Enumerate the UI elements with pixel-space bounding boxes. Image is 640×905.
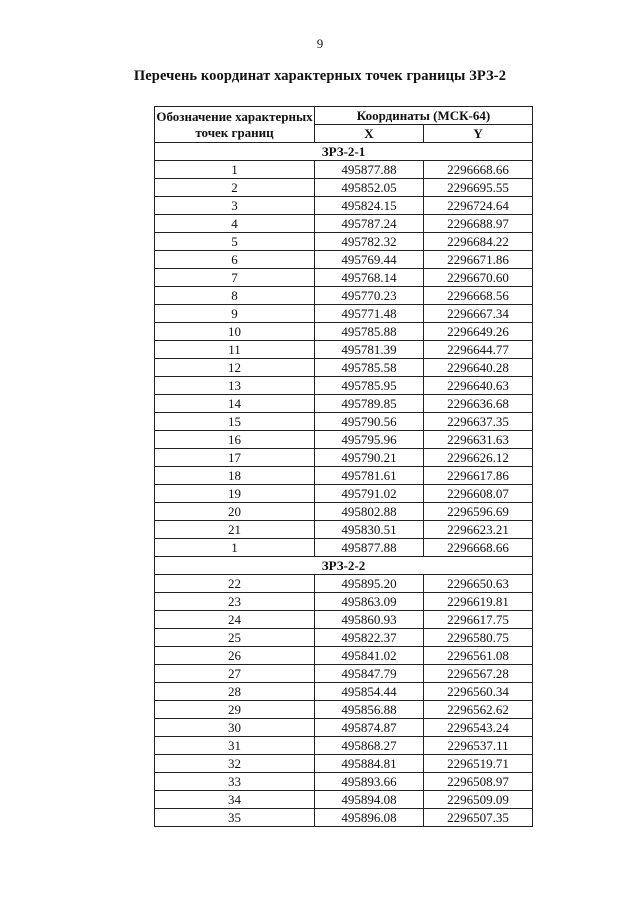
table-row bbox=[155, 719, 533, 737]
y-coordinate-cell: 2296684.22 bbox=[424, 233, 533, 251]
point-number-cell: 33 bbox=[155, 773, 315, 791]
y-coordinate-cell: 2296508.97 bbox=[424, 773, 533, 791]
table-row bbox=[155, 305, 533, 323]
section-row bbox=[155, 143, 533, 161]
x-coordinate-cell: 495847.79 bbox=[315, 665, 424, 683]
x-coordinate-cell: 495768.14 bbox=[315, 269, 424, 287]
x-coordinate-cell: 495769.44 bbox=[315, 251, 424, 269]
table-body bbox=[155, 143, 533, 827]
x-coordinate-cell: 495896.08 bbox=[315, 809, 424, 827]
table-row bbox=[155, 323, 533, 341]
y-coordinate-cell: 2296670.60 bbox=[424, 269, 533, 287]
x-coordinate-cell: 495877.88 bbox=[315, 161, 424, 179]
section-row bbox=[155, 557, 533, 575]
y-coordinate-cell: 2296507.35 bbox=[424, 809, 533, 827]
x-coordinate-cell: 495770.23 bbox=[315, 287, 424, 305]
point-number-cell: 7 bbox=[155, 269, 315, 287]
y-coordinate-cell: 2296562.62 bbox=[424, 701, 533, 719]
x-coordinate-cell: 495856.88 bbox=[315, 701, 424, 719]
y-coordinate-cell: 2296580.75 bbox=[424, 629, 533, 647]
point-number-cell: 1 bbox=[155, 539, 315, 557]
y-coordinate-cell: 2296561.08 bbox=[424, 647, 533, 665]
x-coordinate-cell: 495860.93 bbox=[315, 611, 424, 629]
y-coordinate-cell: 2296617.86 bbox=[424, 467, 533, 485]
x-column-header: X bbox=[315, 125, 424, 143]
table-row bbox=[155, 629, 533, 647]
x-coordinate-cell: 495830.51 bbox=[315, 521, 424, 539]
x-coordinate-cell: 495785.95 bbox=[315, 377, 424, 395]
table-row bbox=[155, 467, 533, 485]
coordinates-header: Координаты (МСК-64) bbox=[315, 107, 533, 125]
table-row bbox=[155, 161, 533, 179]
table-row bbox=[155, 647, 533, 665]
table-row bbox=[155, 413, 533, 431]
point-number-cell: 4 bbox=[155, 215, 315, 233]
table-row bbox=[155, 485, 533, 503]
table-row bbox=[155, 809, 533, 827]
x-coordinate-cell: 495854.44 bbox=[315, 683, 424, 701]
point-number-cell: 34 bbox=[155, 791, 315, 809]
y-coordinate-cell: 2296644.77 bbox=[424, 341, 533, 359]
x-coordinate-cell: 495852.05 bbox=[315, 179, 424, 197]
x-coordinate-cell: 495791.02 bbox=[315, 485, 424, 503]
y-coordinate-cell: 2296623.21 bbox=[424, 521, 533, 539]
point-number-cell: 17 bbox=[155, 449, 315, 467]
table-row bbox=[155, 269, 533, 287]
table-row bbox=[155, 431, 533, 449]
document-title: Перечень координат характерных точек границы ЗРЗ-2 bbox=[133, 68, 507, 84]
point-number-cell: 27 bbox=[155, 665, 315, 683]
table-row bbox=[155, 197, 533, 215]
table-row bbox=[155, 611, 533, 629]
y-coordinate-cell: 2296537.11 bbox=[424, 737, 533, 755]
table-row bbox=[155, 395, 533, 413]
table-row bbox=[155, 593, 533, 611]
point-number-cell: 18 bbox=[155, 467, 315, 485]
x-coordinate-cell: 495822.37 bbox=[315, 629, 424, 647]
point-number-cell: 13 bbox=[155, 377, 315, 395]
point-number-cell: 14 bbox=[155, 395, 315, 413]
y-coordinate-cell: 2296637.35 bbox=[424, 413, 533, 431]
table-header bbox=[155, 107, 533, 143]
point-number-cell: 22 bbox=[155, 575, 315, 593]
x-coordinate-cell: 495790.56 bbox=[315, 413, 424, 431]
x-coordinate-cell: 495771.48 bbox=[315, 305, 424, 323]
table-row bbox=[155, 359, 533, 377]
point-number-cell: 16 bbox=[155, 431, 315, 449]
y-coordinate-cell: 2296631.63 bbox=[424, 431, 533, 449]
x-coordinate-cell: 495877.88 bbox=[315, 539, 424, 557]
x-coordinate-cell: 495868.27 bbox=[315, 737, 424, 755]
point-number-cell: 28 bbox=[155, 683, 315, 701]
x-coordinate-cell: 495781.39 bbox=[315, 341, 424, 359]
x-coordinate-cell: 495781.61 bbox=[315, 467, 424, 485]
point-number-cell: 12 bbox=[155, 359, 315, 377]
table-row bbox=[155, 503, 533, 521]
point-number-cell: 3 bbox=[155, 197, 315, 215]
table-row bbox=[155, 701, 533, 719]
table-row bbox=[155, 575, 533, 593]
point-number-cell: 29 bbox=[155, 701, 315, 719]
point-number-cell: 11 bbox=[155, 341, 315, 359]
point-number-cell: 23 bbox=[155, 593, 315, 611]
point-number-cell: 6 bbox=[155, 251, 315, 269]
point-number-cell: 26 bbox=[155, 647, 315, 665]
point-number-cell: 20 bbox=[155, 503, 315, 521]
table-row bbox=[155, 233, 533, 251]
point-number-cell: 9 bbox=[155, 305, 315, 323]
table-row bbox=[155, 737, 533, 755]
point-number-cell: 2 bbox=[155, 179, 315, 197]
y-coordinate-cell: 2296695.55 bbox=[424, 179, 533, 197]
y-coordinate-cell: 2296596.69 bbox=[424, 503, 533, 521]
designation-header: Обозначение характерных точек границ bbox=[155, 107, 315, 143]
x-coordinate-cell: 495895.20 bbox=[315, 575, 424, 593]
point-number-cell: 24 bbox=[155, 611, 315, 629]
x-coordinate-cell: 495884.81 bbox=[315, 755, 424, 773]
y-coordinate-cell: 2296650.63 bbox=[424, 575, 533, 593]
y-coordinate-cell: 2296619.81 bbox=[424, 593, 533, 611]
table-row bbox=[155, 251, 533, 269]
point-number-cell: 31 bbox=[155, 737, 315, 755]
y-coordinate-cell: 2296668.66 bbox=[424, 161, 533, 179]
y-coordinate-cell: 2296626.12 bbox=[424, 449, 533, 467]
point-number-cell: 1 bbox=[155, 161, 315, 179]
y-coordinate-cell: 2296519.71 bbox=[424, 755, 533, 773]
y-coordinate-cell: 2296671.86 bbox=[424, 251, 533, 269]
table-row bbox=[155, 791, 533, 809]
section-title: ЗРЗ-2-2 bbox=[155, 557, 533, 575]
y-coordinate-cell: 2296567.28 bbox=[424, 665, 533, 683]
point-number-cell: 15 bbox=[155, 413, 315, 431]
y-coordinate-cell: 2296688.97 bbox=[424, 215, 533, 233]
y-column-header: Y bbox=[424, 125, 533, 143]
x-coordinate-cell: 495790.21 bbox=[315, 449, 424, 467]
x-coordinate-cell: 495841.02 bbox=[315, 647, 424, 665]
table-row bbox=[155, 341, 533, 359]
table-row bbox=[155, 521, 533, 539]
y-coordinate-cell: 2296640.63 bbox=[424, 377, 533, 395]
y-coordinate-cell: 2296636.68 bbox=[424, 395, 533, 413]
point-number-cell: 30 bbox=[155, 719, 315, 737]
y-coordinate-cell: 2296668.56 bbox=[424, 287, 533, 305]
point-number-cell: 5 bbox=[155, 233, 315, 251]
y-coordinate-cell: 2296649.26 bbox=[424, 323, 533, 341]
page-number: 9 bbox=[316, 36, 324, 51]
table-row bbox=[155, 179, 533, 197]
x-coordinate-cell: 495782.32 bbox=[315, 233, 424, 251]
x-coordinate-cell: 495802.88 bbox=[315, 503, 424, 521]
table-row bbox=[155, 377, 533, 395]
point-number-cell: 21 bbox=[155, 521, 315, 539]
x-coordinate-cell: 495894.08 bbox=[315, 791, 424, 809]
y-coordinate-cell: 2296543.24 bbox=[424, 719, 533, 737]
table-row bbox=[155, 287, 533, 305]
table-row bbox=[155, 773, 533, 791]
x-coordinate-cell: 495785.58 bbox=[315, 359, 424, 377]
point-number-cell: 8 bbox=[155, 287, 315, 305]
point-number-cell: 35 bbox=[155, 809, 315, 827]
y-coordinate-cell: 2296617.75 bbox=[424, 611, 533, 629]
y-coordinate-cell: 2296668.66 bbox=[424, 539, 533, 557]
table-row bbox=[155, 449, 533, 467]
y-coordinate-cell: 2296608.07 bbox=[424, 485, 533, 503]
table-row bbox=[155, 539, 533, 557]
x-coordinate-cell: 495893.66 bbox=[315, 773, 424, 791]
y-coordinate-cell: 2296667.34 bbox=[424, 305, 533, 323]
point-number-cell: 19 bbox=[155, 485, 315, 503]
x-coordinate-cell: 495824.15 bbox=[315, 197, 424, 215]
y-coordinate-cell: 2296724.64 bbox=[424, 197, 533, 215]
coordinates-table bbox=[154, 106, 533, 827]
y-coordinate-cell: 2296560.34 bbox=[424, 683, 533, 701]
point-number-cell: 10 bbox=[155, 323, 315, 341]
x-coordinate-cell: 495874.87 bbox=[315, 719, 424, 737]
point-number-cell: 25 bbox=[155, 629, 315, 647]
y-coordinate-cell: 2296640.28 bbox=[424, 359, 533, 377]
section-title: ЗРЗ-2-1 bbox=[155, 143, 533, 161]
x-coordinate-cell: 495785.88 bbox=[315, 323, 424, 341]
x-coordinate-cell: 495789.85 bbox=[315, 395, 424, 413]
table-row bbox=[155, 215, 533, 233]
y-coordinate-cell: 2296509.09 bbox=[424, 791, 533, 809]
table-row bbox=[155, 665, 533, 683]
x-coordinate-cell: 495863.09 bbox=[315, 593, 424, 611]
x-coordinate-cell: 495787.24 bbox=[315, 215, 424, 233]
table-row bbox=[155, 683, 533, 701]
point-number-cell: 32 bbox=[155, 755, 315, 773]
table-row bbox=[155, 755, 533, 773]
x-coordinate-cell: 495795.96 bbox=[315, 431, 424, 449]
